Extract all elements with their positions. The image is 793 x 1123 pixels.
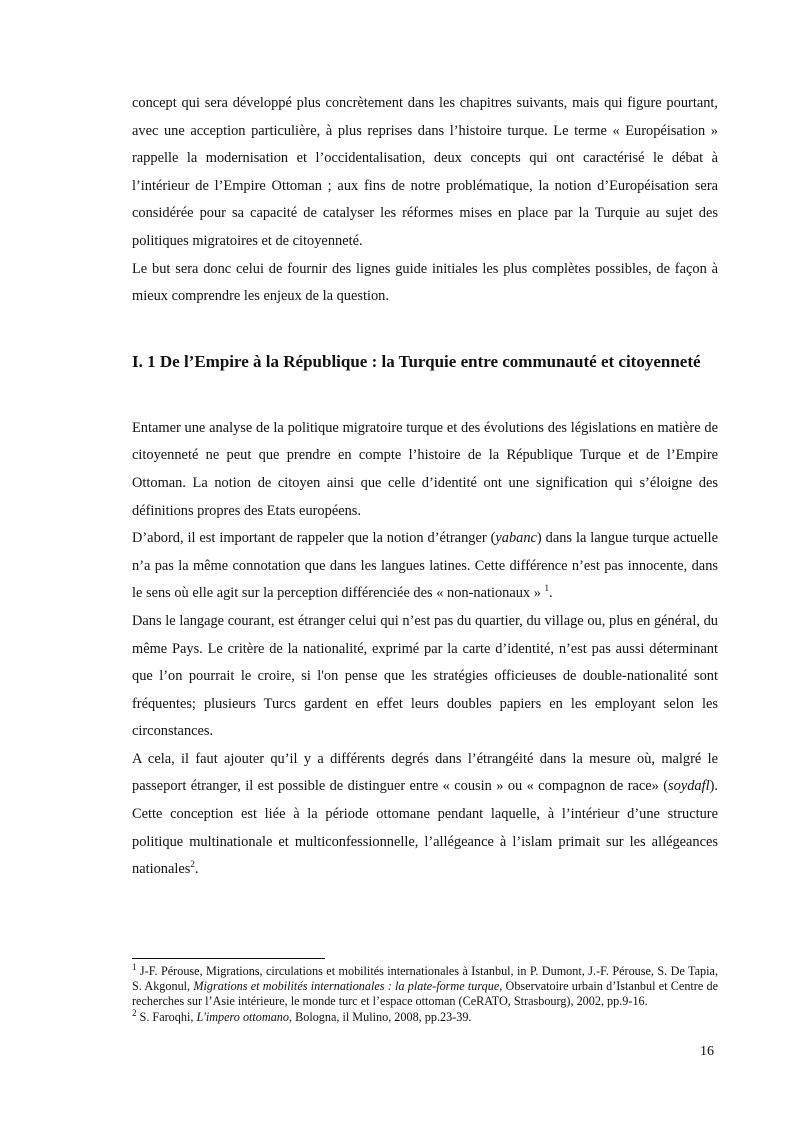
p2-text-end: . — [549, 585, 553, 602]
p4-text-b: ). Cette conception est liée à la période ottomane pendant laquelle, à l’intérieur d’une structure politique multinationale et multiconfessionnelle, l’allégeance à l’islam primait sur les allégeances nationales — [132, 778, 718, 878]
term-yabanc: yabanc — [495, 530, 537, 547]
footnote-1 — [132, 961, 719, 1010]
section-body — [132, 415, 718, 884]
footnote-2-text-a: S. Faroqhi, — [139, 1009, 197, 1024]
p4-text-a: A cela, il faut ajouter qu’il y a différents degrés dans l’étrangéité dans la mesure où, malgré le passeport étranger, il est possible de distinguer entre « cousin » ou « compagnon de race» ( — [132, 750, 718, 795]
footnote-1-text-a: J-F. Pérouse, Migrations, circulations et mobilités internationales à Istanbul, in P. Dumont, J.-F. Pérouse, S. De Tapia, S. Akgonul, — [132, 964, 718, 994]
footnote-1-number: 1 — [132, 961, 137, 972]
p4-text-end: . — [194, 861, 199, 878]
footnote-2-text-b: , Bologna, il Mulino, 2008, pp.23-39. — [289, 1009, 472, 1024]
footnote-2-title: L'impero ottomano — [196, 1009, 289, 1024]
footnote-divider — [132, 958, 325, 959]
footnote-1-title: Migrations et mobilités internationales : la plate-forme turque — [193, 979, 500, 994]
intro-paragraph-1: concept qui sera développé plus concrètement dans les chapitres suivants, mais qui figure pourtant, avec une acception particulière, à plus reprises dans l’histoire turque. Le terme « Européisation » rappelle la modernisation et l’occidentalisation, deux concepts qui ont caractérisé le débat à l’intérieur de l’Empire Ottoman ; aux fins de notre problématique, la notion d’Européisation sera considérée pour sa capacité de catalyser les réformes mises en place par la Turquie au sujet des politiques migratoires et de citoyenneté. — [132, 95, 718, 249]
footnote-2-number: 2 — [132, 1007, 137, 1018]
intro-paragraph-2: Le but sera donc celui de fournir des lignes guide initiales les plus complètes possibles, de façon à mieux comprendre les enjeux de la question. — [132, 260, 718, 305]
section-paragraph-4 — [132, 746, 718, 884]
section-paragraph-2 — [132, 525, 718, 608]
section-heading: I. 1 De l’Empire à la République : la Turquie entre communauté et citoyenneté — [132, 351, 701, 371]
footnote-1-text-b: , Observatoire urbain d’Istanbul et Centre de recherches sur l’Asie intérieure, le monde turc et l’espace ottoman (CeRATO, Strasbourg), 2002, pp.9-16. — [132, 979, 719, 1009]
p2-text-b: ) dans la langue turque actuelle n’a pas la même connotation que dans les langues latines. Cette différence n’est pas innocente, dans le sens où elle agit sur la perception différenciée des « non-nationaux » — [132, 530, 718, 602]
p2-text-a: D’abord, il est important de rappeler que la notion d’étranger ( — [132, 530, 496, 547]
footnotes — [132, 961, 719, 1025]
intro-block — [132, 0, 718, 311]
page-number: 16 — [700, 1044, 714, 1059]
footnote-2 — [132, 1007, 718, 1025]
term-soydafl: soydafl — [668, 778, 710, 795]
footnote-ref-1[interactable]: 1 — [544, 583, 550, 594]
section-paragraph-3: Dans le langage courant, est étranger celui qui n’est pas du quartier, du village ou, plus en général, du même Pays. Le critère de la nationalité, exprimé par la carte d’identité, n’est pas aussi déterminant que l’on pourrait le croire, si l'on pense que les stratégies officieuses de double-nationalité sont fréquentes; plusieurs Turcs gardent en effet leurs doubles papiers en les employant selon les circonstances. — [132, 612, 718, 740]
footnote-ref-2[interactable]: 2 — [190, 859, 195, 870]
section-paragraph-1: Entamer une analyse de la politique migratoire turque et des évolutions des législations en matière de citoyenneté ne peut que prendre en compte l’histoire de la République Turque et de l’Empire Ottoman. La notion de citoyen ainsi que celle d’identité ont une signification qui s’éloigne des définitions propres des Etats européens. — [132, 419, 718, 519]
